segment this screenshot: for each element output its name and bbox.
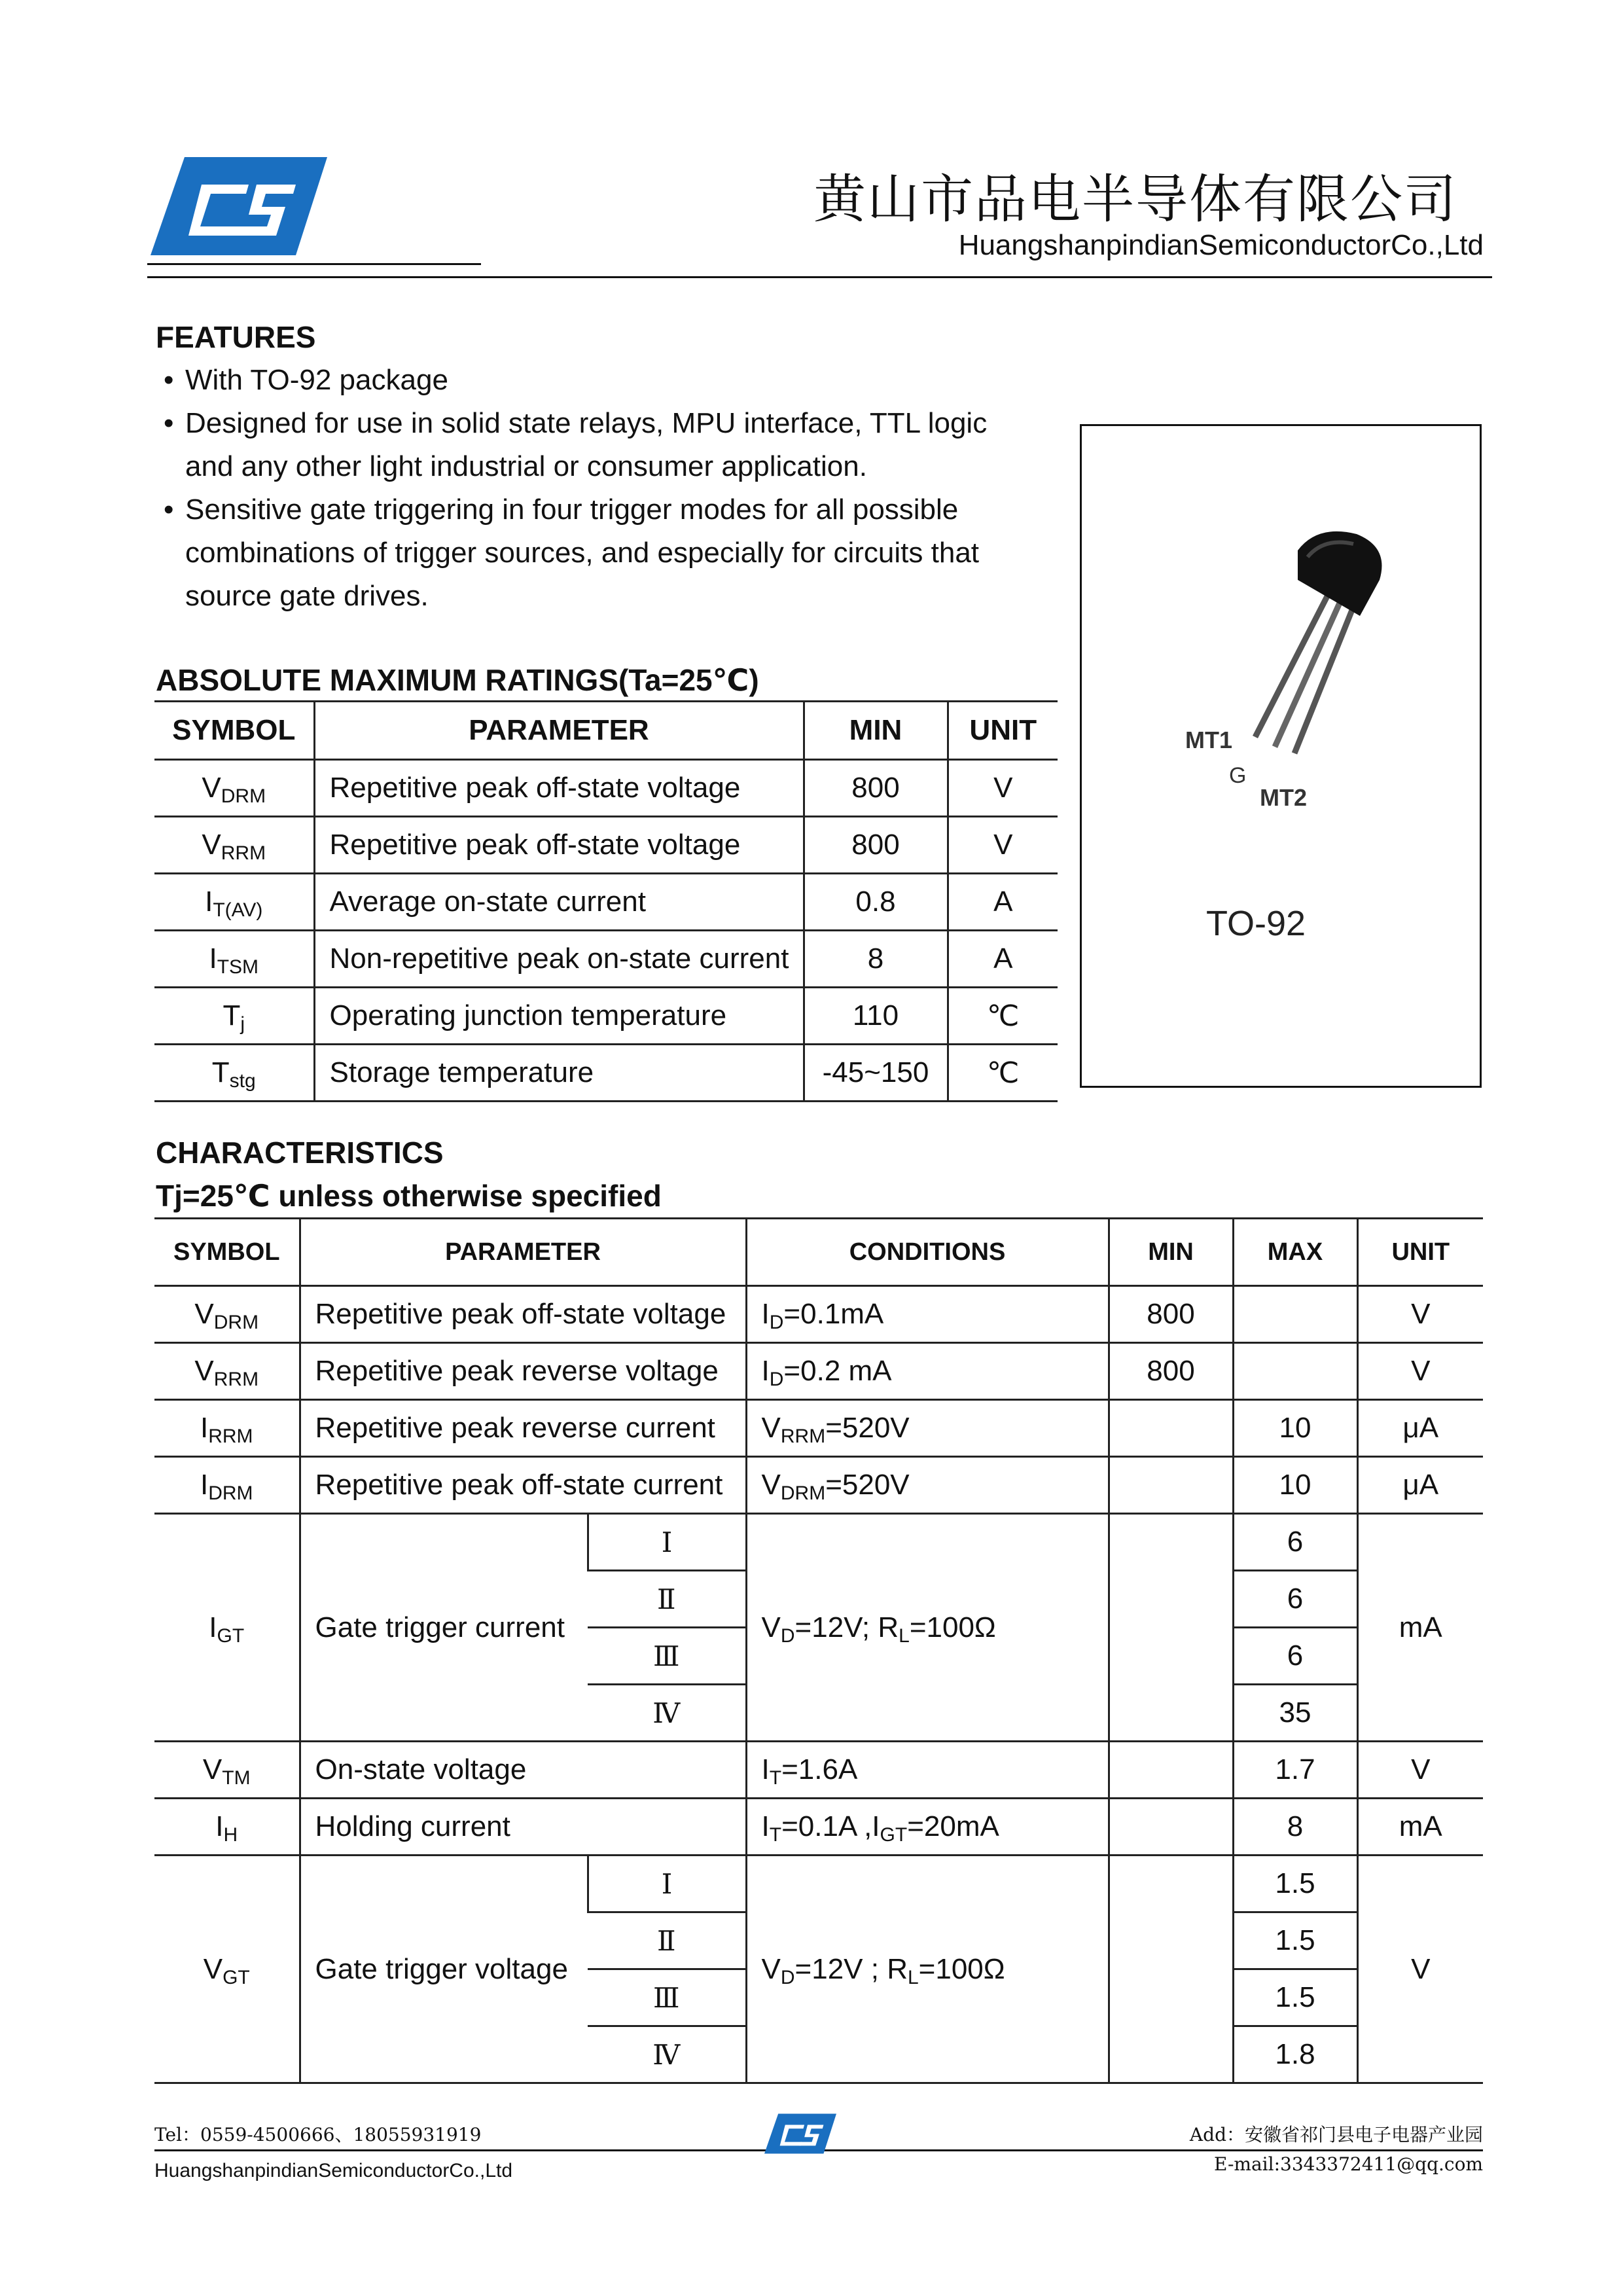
parameter-cell: Storage temperature <box>314 1045 804 1102</box>
min-cell <box>1109 1400 1233 1457</box>
table-row <box>154 931 1058 988</box>
feature-item: • Sensitive gate triggering in four trigger modes for all possible combinations of trigger sources, and especially for circuits that source gate drives. <box>164 493 980 612</box>
trigger-mode-cell: Ⅲ <box>588 1969 746 2026</box>
max-cell: 1.5 <box>1233 1856 1357 1912</box>
characteristics-title: CHARACTERISTICS <box>156 1136 444 1170</box>
conditions-cell: $V_D=12V$ ; $R_L=100\Omega$ <box>746 1856 1109 2083</box>
unit-cell: V <box>948 760 1058 817</box>
feature-item: • Designed for use in solid state relays, MPU interface, TTL logic and any other light industrial or consumer application. <box>164 407 988 482</box>
footer-logo-icon <box>764 2108 836 2160</box>
trigger-mode-cell: Ⅰ <box>588 1856 746 1912</box>
table-header-row <box>154 1219 1483 1286</box>
min-cell <box>1109 1514 1233 1742</box>
min-cell <box>1109 1799 1233 1856</box>
parameter-cell: Repetitive peak off-state voltage <box>314 817 804 874</box>
column-header: MIN <box>1109 1219 1233 1286</box>
parameter-cell: Gate trigger current <box>300 1514 588 1742</box>
symbol-cell: $V_{RRM}$ <box>154 817 314 874</box>
min-cell: 800 <box>1109 1343 1233 1400</box>
absolute-max-ratings-table <box>154 700 1058 1102</box>
pin-label-mt2: MT2 <box>1260 784 1307 811</box>
company-name-en: HuangshanpindianSemiconductorCo.,Ltd <box>958 229 1484 261</box>
feature-item: • With TO-92 package <box>164 364 448 396</box>
parameter-cell: Gate trigger voltage <box>300 1856 588 2083</box>
trigger-mode-cell: Ⅲ <box>588 1628 746 1685</box>
footer-address: Add：安徽省祁门县电子电器产业园 <box>1189 2124 1483 2145</box>
max-cell: 1.7 <box>1233 1742 1357 1799</box>
unit-cell: A <box>948 931 1058 988</box>
conditions-cell: $I_T=0.1A$ $,I_{GT}=20mA$ <box>746 1799 1109 1856</box>
footer-company-en: HuangshanpindianSemiconductorCo.,Ltd <box>154 2160 513 2181</box>
company-name-cn: 黄山市品电半导体有限公司 <box>813 169 1457 230</box>
table-row <box>154 1286 1483 1343</box>
symbol-cell: $V_{TM}$ <box>154 1742 300 1799</box>
column-header: PARAMETER <box>300 1219 746 1286</box>
to92-transistor-icon <box>1082 426 1480 1086</box>
column-header: MIN <box>804 702 948 760</box>
symbol-cell: $T_{stg}$ <box>154 1045 314 1102</box>
company-logo <box>151 157 327 255</box>
max-cell <box>1233 1286 1357 1343</box>
trigger-mode-cell: Ⅰ <box>588 1514 746 1571</box>
table-row <box>154 1457 1483 1514</box>
trigger-mode-cell: Ⅱ <box>588 1571 746 1628</box>
unit-cell: V <box>1357 1742 1483 1799</box>
characteristics-subtitle: Tj=25℃ unless otherwise specified <box>156 1179 662 1213</box>
symbol-cell: $V_{GT}$ <box>154 1856 300 2083</box>
unit-cell: μA <box>1357 1457 1483 1514</box>
max-cell: 6 <box>1233 1571 1357 1628</box>
table-row <box>154 1856 1483 1912</box>
max-cell: 10 <box>1233 1400 1357 1457</box>
max-cell: 6 <box>1233 1628 1357 1685</box>
min-cell: 8 <box>804 931 948 988</box>
conditions-cell: $V_{RRM}=520V$ <box>746 1400 1109 1457</box>
trigger-mode-cell: Ⅳ <box>588 1685 746 1742</box>
min-cell: -45~150 <box>804 1045 948 1102</box>
max-cell: 35 <box>1233 1685 1357 1742</box>
min-cell: 0.8 <box>804 874 948 931</box>
unit-cell: μA <box>1357 1400 1483 1457</box>
parameter-cell: On-state voltage <box>300 1742 746 1799</box>
unit-cell: mA <box>1357 1799 1483 1856</box>
table-row <box>154 1514 1483 1571</box>
symbol-cell: $V_{DRM}$ <box>154 1286 300 1343</box>
package-name: TO-92 <box>1206 904 1306 943</box>
symbol-cell: $I_{GT}$ <box>154 1514 300 1742</box>
parameter-cell: Average on-state current <box>314 874 804 931</box>
symbol-cell: $I_{RRM}$ <box>154 1400 300 1457</box>
min-cell <box>1109 1742 1233 1799</box>
unit-cell: A <box>948 874 1058 931</box>
max-cell: 1.5 <box>1233 1969 1357 2026</box>
max-cell: 8 <box>1233 1799 1357 1856</box>
parameter-cell: Repetitive peak reverse voltage <box>300 1343 746 1400</box>
pin-label-g: G <box>1229 763 1247 788</box>
characteristics-table <box>154 1217 1483 2084</box>
symbol-cell: $V_{RRM}$ <box>154 1343 300 1400</box>
conditions-cell: $V_D=12V$; $R_L=100\Omega$ <box>746 1514 1109 1742</box>
table-row <box>154 1045 1058 1102</box>
symbol-cell: $T_j$ <box>154 988 314 1045</box>
parameter-cell: Repetitive peak off-state voltage <box>314 760 804 817</box>
column-header: SYMBOL <box>154 702 314 760</box>
max-cell: 1.8 <box>1233 2026 1357 2083</box>
column-header: PARAMETER <box>314 702 804 760</box>
parameter-cell: Non-repetitive peak on-state current <box>314 931 804 988</box>
table-header-row <box>154 702 1058 760</box>
header-rule <box>147 276 1492 278</box>
unit-cell: ℃ <box>948 988 1058 1045</box>
unit-cell: V <box>1357 1856 1483 2083</box>
parameter-cell: Operating junction temperature <box>314 988 804 1045</box>
conditions-cell: $I_T=1.6A$ <box>746 1742 1109 1799</box>
package-illustration <box>1080 424 1482 1088</box>
pin-label-mt1: MT1 <box>1185 726 1232 753</box>
column-header: UNIT <box>1357 1219 1483 1286</box>
max-cell <box>1233 1343 1357 1400</box>
unit-cell: V <box>948 817 1058 874</box>
parameter-cell: Repetitive peak off-state current <box>300 1457 746 1514</box>
min-cell: 800 <box>804 817 948 874</box>
min-cell: 800 <box>804 760 948 817</box>
amr-title: ABSOLUTE MAXIMUM RATINGS(Ta=25℃) <box>156 663 759 697</box>
table-row <box>154 988 1058 1045</box>
symbol-cell: $I_{TSM}$ <box>154 931 314 988</box>
unit-cell: ℃ <box>948 1045 1058 1102</box>
symbol-cell: $I_{T(AV)}$ <box>154 874 314 931</box>
max-cell: 10 <box>1233 1457 1357 1514</box>
symbol-cell: $I_{DRM}$ <box>154 1457 300 1514</box>
unit-cell: V <box>1357 1343 1483 1400</box>
features-title: FEATURES <box>156 320 316 354</box>
conditions-cell: $V_{DRM}=520V$ <box>746 1457 1109 1514</box>
column-header: UNIT <box>948 702 1058 760</box>
parameter-cell: Repetitive peak reverse current <box>300 1400 746 1457</box>
column-header: CONDITIONS <box>746 1219 1109 1286</box>
conditions-cell: $I_D=0.2$ mA <box>746 1343 1109 1400</box>
table-row <box>154 760 1058 817</box>
table-row <box>154 1799 1483 1856</box>
column-header: SYMBOL <box>154 1219 300 1286</box>
table-row <box>154 874 1058 931</box>
conditions-cell: $I_D=0.1mA$ <box>746 1286 1109 1343</box>
table-row <box>154 1343 1483 1400</box>
max-cell: 6 <box>1233 1514 1357 1571</box>
min-cell: 110 <box>804 988 948 1045</box>
table-row <box>154 1400 1483 1457</box>
unit-cell: V <box>1357 1286 1483 1343</box>
trigger-mode-cell: Ⅱ <box>588 1912 746 1969</box>
footer-telephone: Tel：0559-4500666、18055931919 <box>154 2124 482 2145</box>
unit-cell: mA <box>1357 1514 1483 1742</box>
min-cell <box>1109 1856 1233 2083</box>
footer-email: E-mail:3343372411@qq.com <box>1214 2153 1483 2175</box>
table-row <box>154 1742 1483 1799</box>
min-cell <box>1109 1457 1233 1514</box>
parameter-cell: Holding current <box>300 1799 746 1856</box>
symbol-cell: $I_H$ <box>154 1799 300 1856</box>
parameter-cell: Repetitive peak off-state voltage <box>300 1286 746 1343</box>
symbol-cell: $V_{DRM}$ <box>154 760 314 817</box>
column-header: MAX <box>1233 1219 1357 1286</box>
table-row <box>154 817 1058 874</box>
header-rule-short <box>147 263 481 265</box>
max-cell: 1.5 <box>1233 1912 1357 1969</box>
trigger-mode-cell: Ⅳ <box>588 2026 746 2083</box>
min-cell: 800 <box>1109 1286 1233 1343</box>
